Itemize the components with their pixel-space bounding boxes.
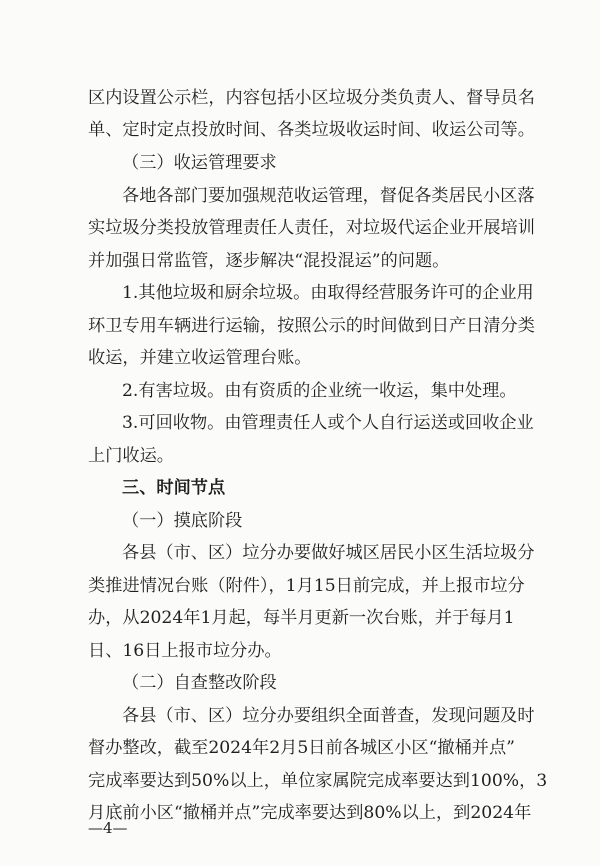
section-subheading: （二）自查整改阶段 <box>122 673 277 693</box>
paragraph-line: 并加强日常监管，逐步解决“混投混运”的问题。 <box>88 251 450 271</box>
paragraph-line: 完成率要达到50%以上，单位家属院完成率要达到100%，3 <box>88 771 548 791</box>
paragraph-line: 3.可回收物。由管理责任人或个人自行运送或回收企业 <box>122 413 534 433</box>
paragraph-line: 2.有害垃圾。由有资质的企业统一收运，集中处理。 <box>122 381 517 401</box>
paragraph-line: 类推进情况台账（附件），1月15日前完成，并上报市垃分 <box>88 576 525 596</box>
paragraph-line: 环卫专用车辆进行运输，按照公示的时间做到日产日清分类 <box>88 316 535 336</box>
paragraph-line: 各县（市、区）垃分办要做好城区居民小区生活垃圾分 <box>122 543 535 563</box>
section-subheading: （三）收运管理要求 <box>122 153 277 173</box>
paragraph-line: 办，从2024年1月起，每半月更新一次台账，并于每月1 <box>88 608 515 628</box>
section-subheading: （一）摸底阶段 <box>122 511 243 531</box>
paragraph-line: 区内设置公示栏，内容包括小区垃圾分类负责人、督导员名 <box>88 88 535 108</box>
page-number: —4— <box>88 819 128 837</box>
paragraph-line: 1.其他垃圾和厨余垃圾。由取得经营服务许可的企业用 <box>122 283 534 303</box>
paragraph-line: 实垃圾分类投放管理责任人责任，对垃圾代运企业开展培训 <box>88 218 535 238</box>
paragraph-line: 各县（市、区）垃分办要组织全面普查，发现问题及时 <box>122 706 535 726</box>
paragraph-line: 单、定时定点投放时间、各类垃圾收运时间、收运公司等。 <box>88 120 535 140</box>
paragraph-line: 上门收运。 <box>88 446 174 466</box>
paragraph-line: 收运，并建立收运管理台账。 <box>88 348 312 368</box>
paragraph-line: 月底前小区“撤桶并点”完成率要达到80%以上，到2024年 <box>88 803 532 823</box>
paragraph-line: 日、16日上报市垃分办。 <box>88 641 282 661</box>
section-heading: 三、时间节点 <box>122 478 226 498</box>
paragraph-line: 各地各部门要加强规范收运管理，督促各类居民小区落 <box>122 186 535 206</box>
paragraph-line: 督办整改，截至2024年2月5日前各城区小区“撤桶并点” <box>88 738 515 758</box>
